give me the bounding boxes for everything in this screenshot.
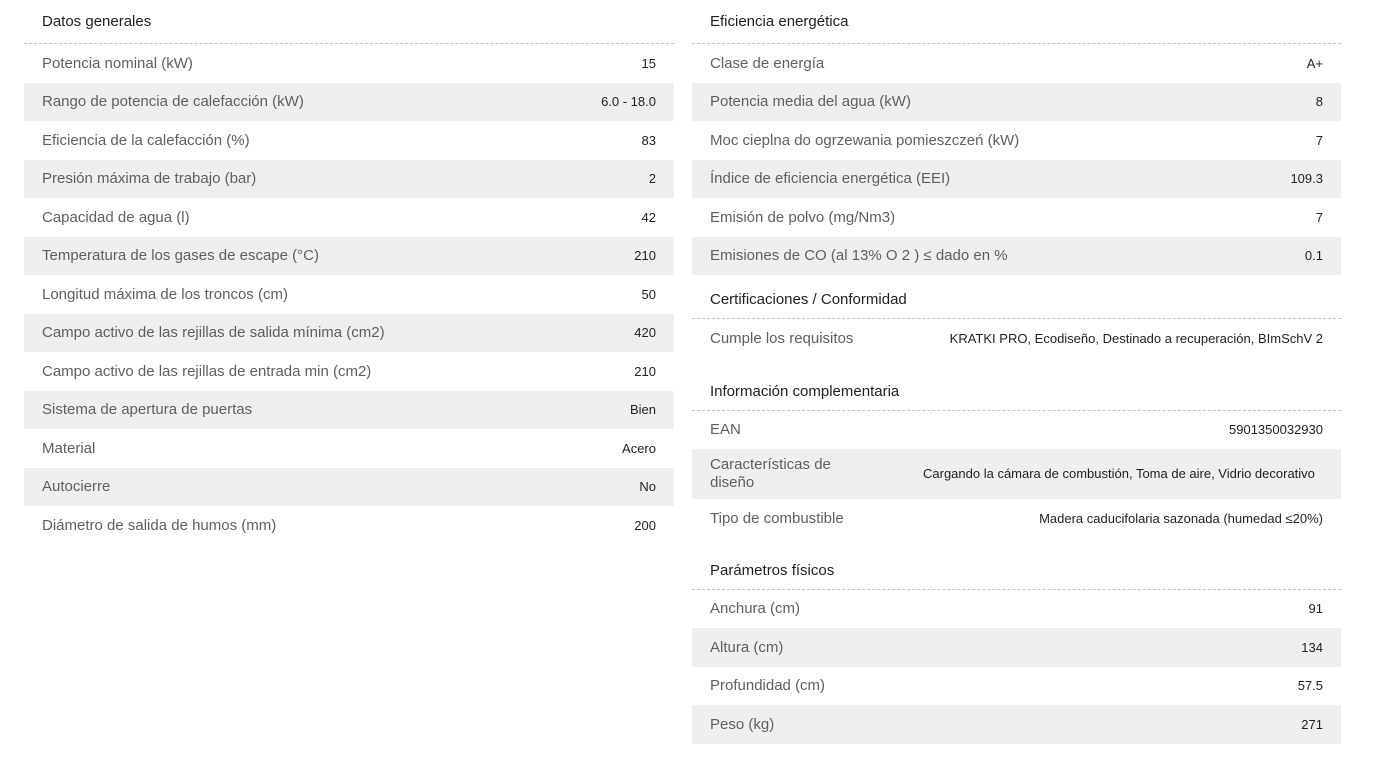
spec-value: A+ <box>1306 55 1323 71</box>
spec-label: Diámetro de salida de humos (mm) <box>42 516 277 534</box>
spec-value: 134 <box>1301 639 1323 655</box>
section-title-physical: Parámetros físicos <box>692 538 1341 590</box>
spec-value: 83 <box>641 132 656 148</box>
spec-row <box>24 506 674 545</box>
spec-row <box>24 429 674 468</box>
spec-value: 57.5 <box>1297 678 1323 694</box>
spec-row <box>692 237 1341 276</box>
spec-label: Emisión de polvo (mg/Nm3) <box>710 208 896 226</box>
spec-label: Altura (cm) <box>710 638 784 656</box>
spec-value: No <box>639 479 656 495</box>
spec-label: Campo activo de las rejillas de entrada min (cm2) <box>42 362 372 380</box>
spec-value: Bien <box>629 402 656 418</box>
spec-label: Profundidad (cm) <box>710 677 826 695</box>
spec-row <box>692 121 1341 160</box>
spec-value: 210 <box>634 248 656 264</box>
spec-label: Eficiencia de la calefacción (%) <box>42 131 250 149</box>
spec-value: 8 <box>1315 94 1323 110</box>
spec-value: 200 <box>634 517 656 533</box>
spec-row <box>24 391 674 430</box>
spec-label: Temperatura de los gases de escape (°C) <box>42 247 319 265</box>
spec-value: 7 <box>1315 132 1323 148</box>
spec-label: Sistema de apertura de puertas <box>42 401 253 419</box>
spec-value: KRATKI PRO, Ecodiseño, Destinado a recuperación, BImSchV 2 <box>949 330 1323 346</box>
spec-value: 2 <box>648 171 656 187</box>
spec-row <box>692 319 1341 358</box>
spec-label: Campo activo de las rejillas de salida mínima (cm2) <box>42 324 385 342</box>
spec-label: Longitud máxima de los troncos (cm) <box>42 285 288 303</box>
spec-value: 42 <box>641 209 656 225</box>
spec-label: Tipo de combustible <box>710 509 844 527</box>
spec-value: 271 <box>1301 716 1323 732</box>
spec-row <box>692 160 1341 199</box>
spec-label: Material <box>42 439 96 457</box>
spec-row <box>692 590 1341 629</box>
spec-value: 210 <box>634 363 656 379</box>
spec-label: Características de diseño <box>710 456 831 491</box>
spec-label: Emisiones de CO (al 13% O 2 ) ≤ dado en % <box>710 247 1008 265</box>
spec-label: Rango de potencia de calefacción (kW) <box>42 93 304 111</box>
spec-value: 420 <box>634 325 656 341</box>
spec-row <box>24 275 674 314</box>
spec-row <box>692 705 1341 744</box>
spec-row <box>24 352 674 391</box>
spec-row <box>692 83 1341 122</box>
spec-row <box>692 667 1341 706</box>
spec-row <box>24 83 674 122</box>
spec-label: Potencia media del agua (kW) <box>710 93 911 111</box>
spec-label: Cumple los requisitos <box>710 329 854 347</box>
spec-label: Clase de energía <box>710 54 825 72</box>
spec-value: 5901350032930 <box>1229 422 1323 438</box>
spec-value: Cargando la cámara de combustión, Toma de aire, Vidrio decorativo <box>923 466 1315 481</box>
spec-label: Potencia nominal (kW) <box>42 54 193 72</box>
spec-label: Índice de eficiencia energética (EEI) <box>710 170 951 188</box>
section-title-certifications: Certificaciones / Conformidad <box>692 275 1341 319</box>
spec-label: Peso (kg) <box>710 715 775 733</box>
spec-label: Capacidad de agua (l) <box>42 208 190 226</box>
spec-row <box>24 314 674 353</box>
spec-value: 50 <box>641 286 656 302</box>
section-title-general: Datos generales <box>24 0 674 44</box>
spec-row <box>24 468 674 507</box>
spec-row <box>692 499 1341 538</box>
spec-value: 15 <box>641 55 656 71</box>
spec-value: 6.0 - 18.0 <box>601 94 656 110</box>
spec-row <box>24 121 674 160</box>
spec-value: Madera caducifolaria sazonada (humedad ≤20%) <box>1039 510 1323 526</box>
general-data-table <box>24 0 674 545</box>
spec-label: Anchura (cm) <box>710 600 801 618</box>
spec-label: Moc cieplna do ogrzewania pomieszczeń (kW) <box>710 131 1020 149</box>
spec-value: 109.3 <box>1290 171 1323 187</box>
spec-row <box>24 160 674 199</box>
spec-row <box>24 198 674 237</box>
spec-row <box>692 44 1341 83</box>
spec-row <box>692 449 1341 499</box>
spec-label: Presión máxima de trabajo (bar) <box>42 170 257 188</box>
spec-row <box>692 628 1341 667</box>
spec-value: 7 <box>1315 209 1323 225</box>
spec-row <box>24 44 674 83</box>
spec-row <box>24 237 674 276</box>
section-title-extra: Información complementaria <box>692 358 1341 411</box>
spec-row <box>692 411 1341 450</box>
spec-label: Autocierre <box>42 478 111 496</box>
spec-value: Acero <box>622 440 656 456</box>
spec-value: 0.1 <box>1304 248 1323 264</box>
spec-value: 91 <box>1308 601 1323 617</box>
section-title-energy: Eficiencia energética <box>692 0 1341 44</box>
spec-label: EAN <box>710 421 741 439</box>
right-spec-column <box>692 0 1341 744</box>
spec-row <box>692 198 1341 237</box>
